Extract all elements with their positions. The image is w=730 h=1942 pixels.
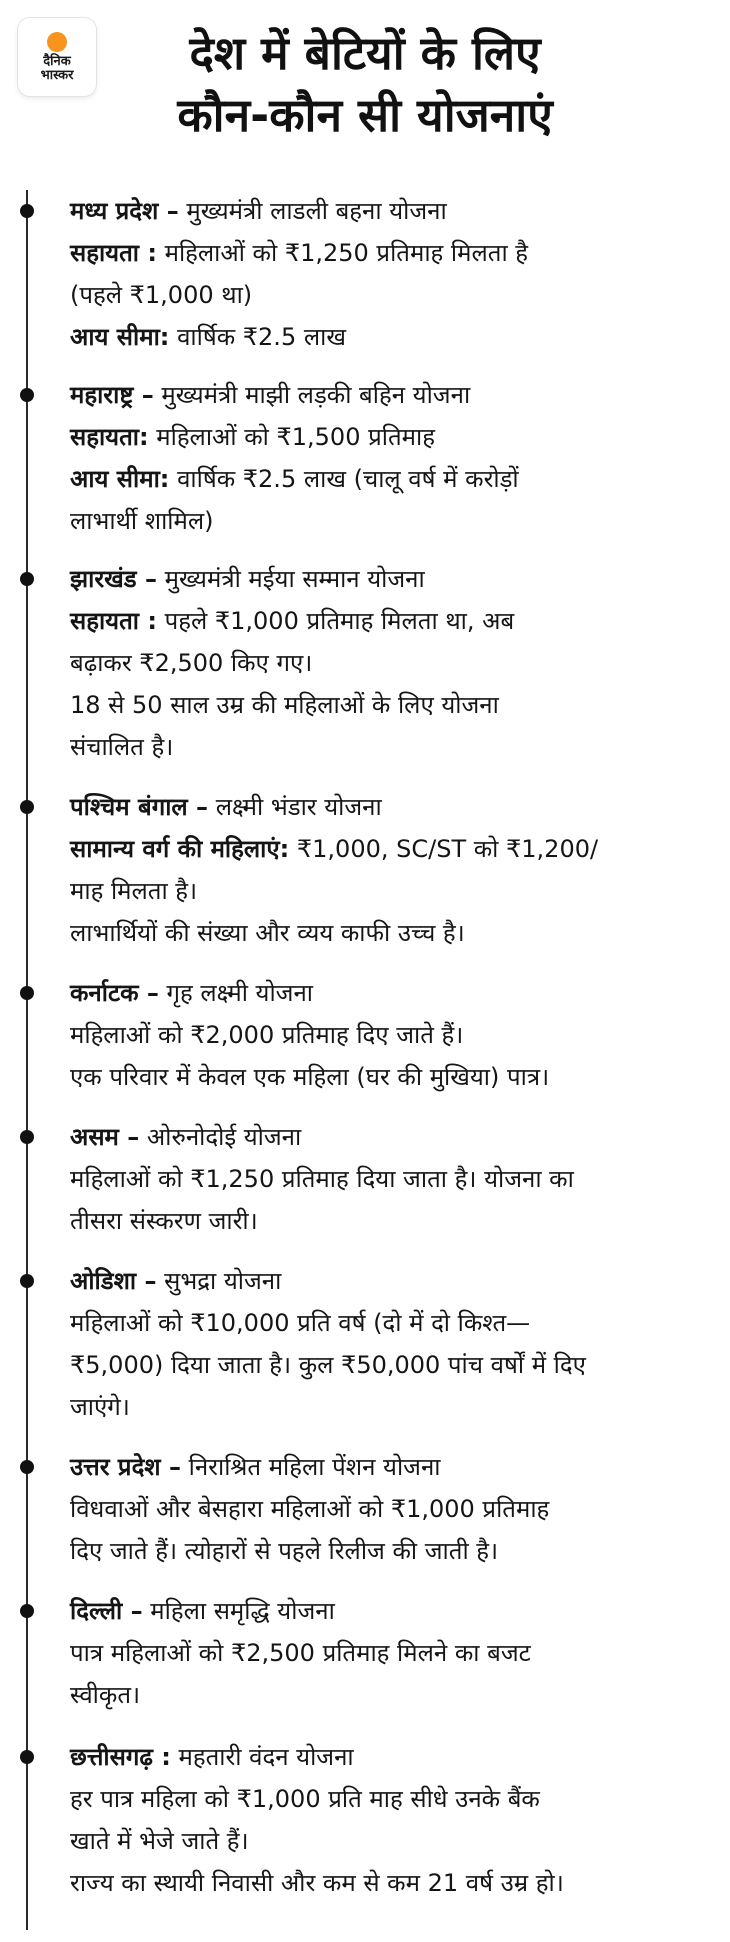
assist-text: महिलाओं को ₹1,500 प्रतिमाह	[156, 423, 435, 451]
logo-line2: भास्कर	[40, 67, 74, 83]
scheme-name: मुख्यमंत्री मईया सम्मान योजना	[164, 565, 425, 593]
logo-line1: दैनिक	[43, 53, 71, 69]
scheme-name: महतारी वंदन योजना	[178, 1743, 354, 1771]
scheme-name: सुभद्रा योजना	[164, 1267, 282, 1295]
state-name: कर्नाटक –	[70, 979, 159, 1007]
state-name: असम –	[70, 1123, 140, 1151]
general-text: ₹1,000, SC/ST को ₹1,200/	[296, 835, 599, 863]
detail-line: राज्य का स्थायी निवासी और कम से कम 21 वर्ष उम्र हो।	[70, 1869, 564, 1897]
assist-text-cont: बढ़ाकर ₹2,500 किए गए।	[70, 649, 313, 677]
state-text	[70, 1590, 720, 1716]
assist-label: सहायता :	[70, 607, 157, 635]
state-name: झारखंड –	[70, 565, 158, 593]
dainik-bhaskar-logo	[18, 18, 96, 96]
state-text	[70, 190, 720, 358]
bullet-dot	[20, 1130, 34, 1144]
scheme-name: ओरुनोदोई योजना	[146, 1123, 302, 1151]
note-text-cont: संचालित है।	[70, 733, 174, 761]
income-label: आय सीमा:	[70, 465, 170, 493]
income-text: वार्षिक ₹2.5 लाख	[177, 323, 346, 351]
scheme-name: गृह लक्ष्मी योजना	[166, 979, 314, 1007]
state-name: दिल्ली –	[70, 1597, 143, 1625]
detail-line: स्वीकृत।	[70, 1681, 141, 1709]
state-name: छत्तीसगढ़ :	[70, 1743, 171, 1771]
bullet-dot	[20, 572, 34, 586]
note-text: लाभार्थियों की संख्या और व्यय काफी उच्च है।	[70, 919, 465, 947]
general-label: सामान्य वर्ग की महिलाएं:	[70, 835, 290, 863]
scheme-name: निराश्रित महिला पेंशन योजना	[188, 1453, 441, 1481]
income-label: आय सीमा:	[70, 323, 170, 351]
detail-line: महिलाओं को ₹2,000 प्रतिमाह दिए जाते हैं।	[70, 1021, 464, 1049]
bullet-dot	[20, 986, 34, 1000]
detail-line: खाते में भेजे जाते हैं।	[70, 1827, 249, 1855]
detail-line: एक परिवार में केवल एक महिला (घर की मुखिया) पात्र।	[70, 1063, 550, 1091]
assist-text: महिलाओं को ₹1,250 प्रतिमाह मिलता है	[164, 239, 529, 267]
note-text: 18 से 50 साल उम्र की महिलाओं के लिए योजना	[70, 691, 499, 719]
detail-line: तीसरा संस्करण जारी।	[70, 1207, 258, 1235]
assist-label: सहायता :	[70, 239, 157, 267]
detail-line: पात्र महिलाओं को ₹2,500 प्रतिमाह मिलने का बजट	[70, 1639, 531, 1667]
state-text	[70, 1446, 720, 1572]
detail-line: ₹5,000) दिया जाता है। कुल ₹50,000 पांच वर्षों में दिए	[70, 1351, 586, 1379]
state-text	[70, 972, 720, 1098]
scheme-name: मुख्यमंत्री माझी लड़की बहिन योजना	[161, 381, 471, 409]
state-text	[70, 374, 720, 542]
assist-text-cont: (पहले ₹1,000 था)	[70, 281, 253, 309]
detail-line: विधवाओं और बेसहारा महिलाओं को ₹1,000 प्रतिमाह	[70, 1495, 550, 1523]
detail-line: दिए जाते हैं। त्योहारों से पहले रिलीज की जाती है।	[70, 1537, 499, 1565]
income-text-cont: लाभार्थी शामिल)	[70, 507, 214, 535]
bullet-dot	[20, 388, 34, 402]
assist-text: पहले ₹1,000 प्रतिमाह मिलता था, अब	[164, 607, 515, 635]
state-name: ओडिशा –	[70, 1267, 157, 1295]
bullet-dot	[20, 1460, 34, 1474]
detail-line: महिलाओं को ₹1,250 प्रतिमाह दिया जाता है। योजना का	[70, 1165, 574, 1193]
bullet-dot	[20, 1274, 34, 1288]
state-text	[70, 558, 720, 768]
header	[0, 0, 730, 170]
scheme-name: महिला समृद्धि योजना	[150, 1597, 335, 1625]
timeline	[0, 190, 730, 1930]
bullet-dot	[20, 204, 34, 218]
page-title	[100, 22, 630, 146]
state-name: पश्चिम बंगाल –	[70, 793, 209, 821]
scheme-name: मुख्यमंत्री लाडली बहना योजना	[186, 197, 447, 225]
state-text	[70, 1116, 720, 1242]
state-text	[70, 1736, 720, 1904]
state-name: महाराष्ट्र –	[70, 381, 154, 409]
bullet-dot	[20, 1604, 34, 1618]
general-text-cont: माह मिलता है।	[70, 877, 198, 905]
bullet-dot	[20, 800, 34, 814]
detail-line: महिलाओं को ₹10,000 प्रति वर्ष (दो में दो किश्त—	[70, 1309, 531, 1337]
detail-line: हर पात्र महिला को ₹1,000 प्रति माह सीधे उनके बैंक	[70, 1785, 540, 1813]
assist-label: सहायता:	[70, 423, 149, 451]
bullet-dot	[20, 1750, 34, 1764]
state-name: उत्तर प्रदेश –	[70, 1453, 181, 1481]
detail-line: जाएंगे।	[70, 1393, 130, 1421]
state-text	[70, 1260, 720, 1428]
title-line1: देश में बेटियों के लिए	[189, 26, 541, 80]
state-text	[70, 786, 720, 954]
title-line2: कौन-कौन सी योजनाएं	[177, 88, 553, 142]
state-name: मध्य प्रदेश –	[70, 197, 179, 225]
income-text: वार्षिक ₹2.5 लाख (चालू वर्ष में करोड़ों	[177, 465, 519, 493]
sun-icon	[47, 32, 67, 52]
timeline-line	[26, 190, 28, 1930]
scheme-name: लक्ष्मी भंडार योजना	[215, 793, 382, 821]
